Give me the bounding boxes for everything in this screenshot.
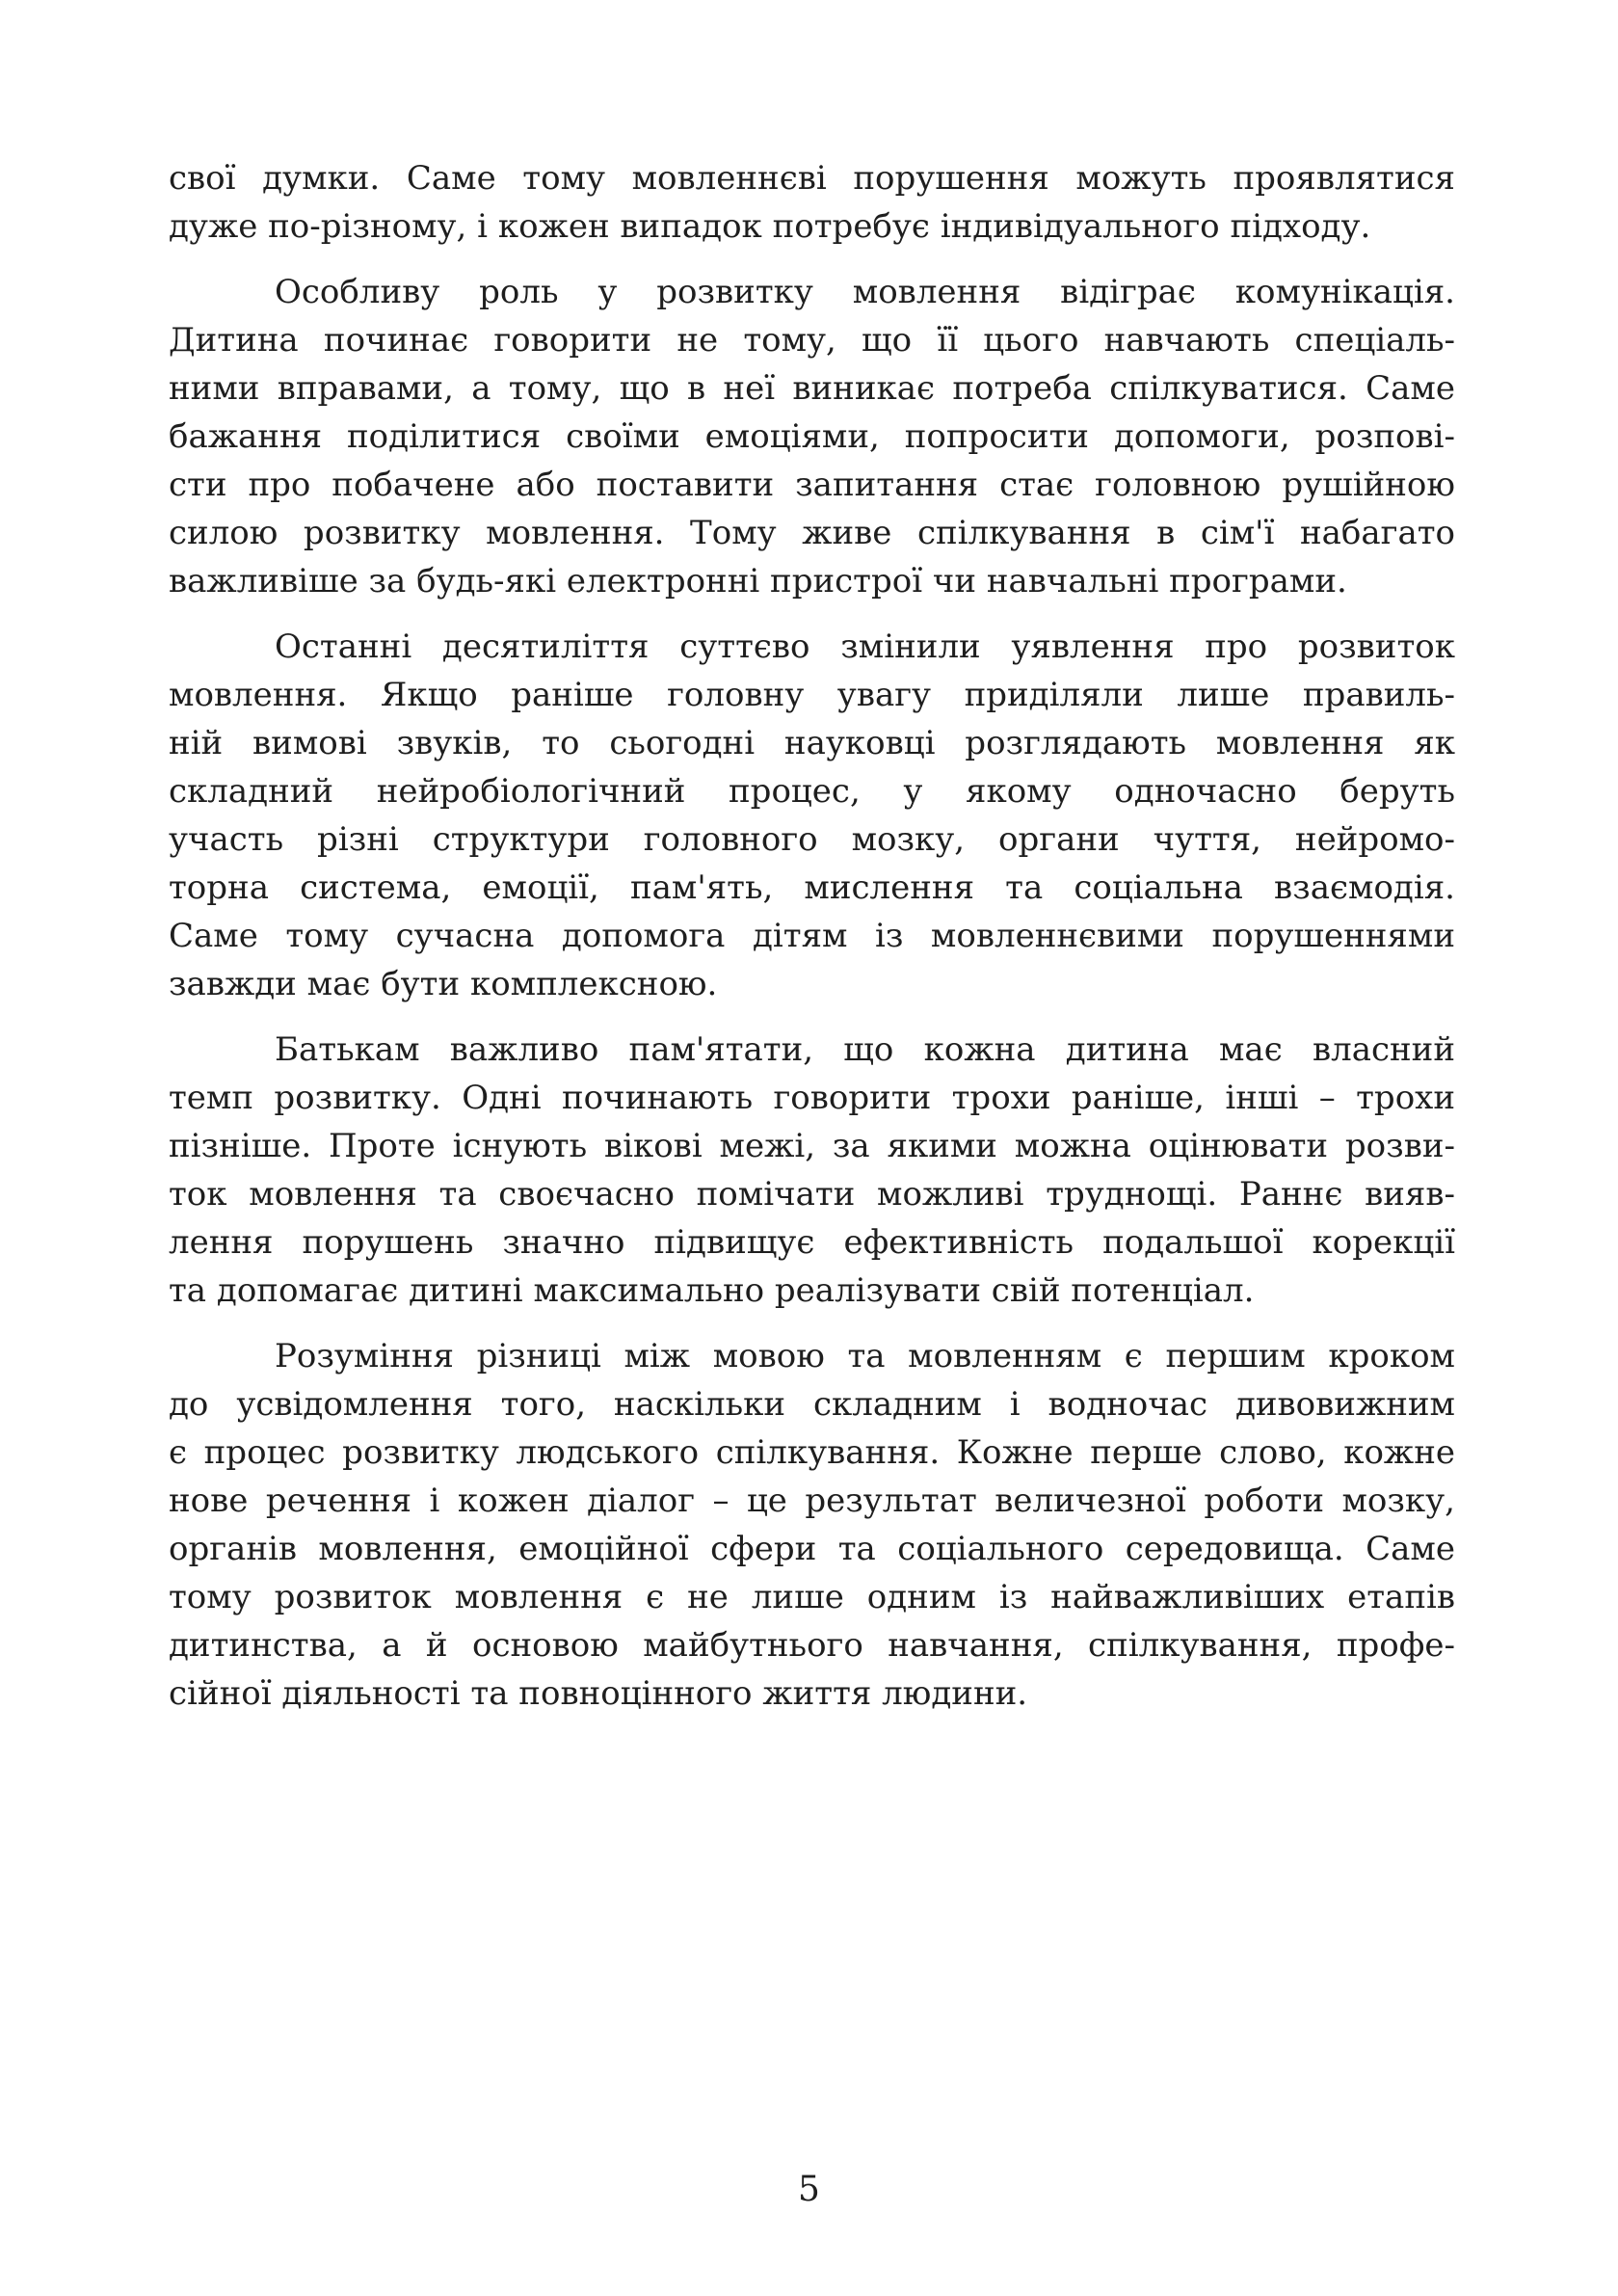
text-line: ній вимові звуків, то сьогодні науковці розглядають мовлення як (169, 724, 1455, 762)
text-line: лення порушень значно підвищує ефективність подальшої корекції (169, 1223, 1455, 1262)
text-line: ними вправами, а тому, що в неї виникає потреба спілкуватися. Саме (169, 369, 1455, 408)
paragraph-2 (169, 268, 1455, 605)
text-line: складний нейробіологічний процес, у якому одночасно беруть (169, 772, 1455, 811)
text-line: та допомагає дитині максимально реалізувати свій потенціал. (169, 1271, 1255, 1310)
text-line: сійної діяльності та повноцінного життя людини. (169, 1674, 1028, 1713)
text-line: до усвідомлення того, наскільки складним і водночас дивовижним (169, 1385, 1455, 1424)
text-line: Саме тому сучасна допомога дітям із мовленнєвими порушеннями (169, 917, 1455, 955)
text-line: дуже по-різному, і кожен випадок потребує індивідуального підходу. (169, 207, 1371, 246)
paragraph-4 (169, 1026, 1455, 1315)
text-line: Розуміння різниці між мовою та мовленням є першим кроком (275, 1337, 1455, 1375)
text-line: органів мовлення, емоційної сфери та соціального середовища. Саме (169, 1530, 1455, 1568)
text-line: силою розвитку мовлення. Тому живе спілкування в сім'ї набагато (169, 514, 1455, 552)
text-line: ток мовлення та своєчасно помічати можливі труднощі. Раннє вияв- (169, 1175, 1455, 1214)
text-line: Особливу роль у розвитку мовлення відіграє комунікація. (275, 273, 1455, 311)
text-line: завжди має бути комплексною. (169, 965, 718, 1003)
text-line: участь різні структури головного мозку, органи чуття, нейромо- (169, 820, 1455, 859)
text-line: торна система, емоції, пам'ять, мислення та соціальна взаємодія. (169, 868, 1455, 907)
paragraph-5 (169, 1332, 1455, 1718)
text-line: тому розвиток мовлення є не лише одним із найважливіших етапів (169, 1578, 1455, 1616)
text-line: пізніше. Проте існують вікові межі, за якими можна оцінювати розви- (169, 1127, 1455, 1165)
text-line: сти про побачене або поставити запитання стає головною рушійною (169, 466, 1455, 504)
paragraph-1 (169, 154, 1455, 251)
text-line: темп розвитку. Одні починають говорити трохи раніше, інші – трохи (169, 1079, 1455, 1117)
text-line: Батькам важливо пам'ятати, що кожна дитина має власний (275, 1030, 1455, 1069)
paragraph-3 (169, 623, 1455, 1008)
text-line: Останні десятиліття суттєво змінили уявлення про розвиток (275, 627, 1455, 666)
text-line: свої думки. Саме тому мовленнєві порушення можуть проявлятися (169, 159, 1455, 198)
text-line: бажання поділитися своїми емоціями, попросити допомоги, розпові- (169, 417, 1455, 456)
text-line: є процес розвитку людського спілкування. Кожне перше слово, кожне (169, 1433, 1455, 1472)
text-line: мовлення. Якщо раніше головну увагу приділяли лише правиль- (169, 676, 1455, 714)
page-number: 5 (798, 2170, 820, 2209)
body-text (169, 154, 1455, 1735)
text-line: дитинства, а й основою майбутнього навчання, спілкування, профе- (169, 1626, 1455, 1665)
text-line: нове речення і кожен діалог – це результат величезної роботи мозку, (169, 1482, 1455, 1520)
text-line: Дитина починає говорити не тому, що її цього навчають спеціаль- (169, 321, 1455, 360)
text-line: важливіше за будь-які електронні пристрої чи навчальні програми. (169, 562, 1347, 601)
